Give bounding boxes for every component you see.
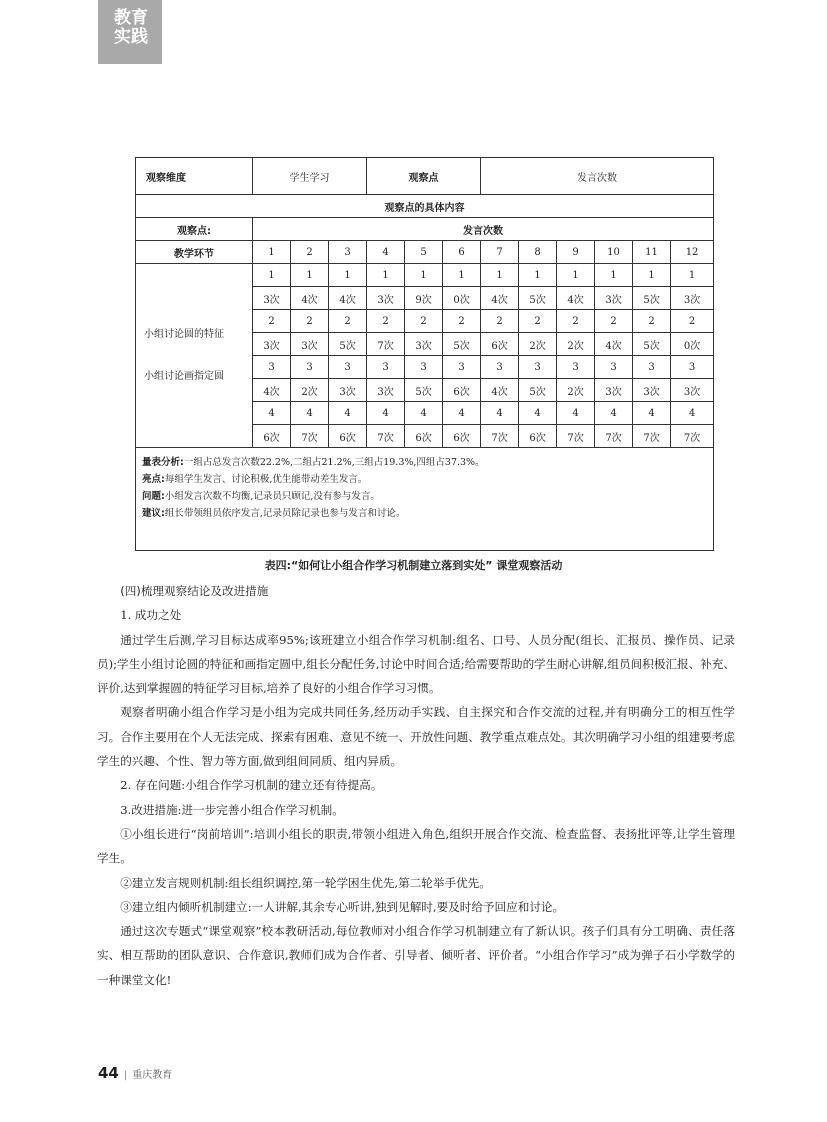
table-caption: 表四:“如何让小组合作学习机制建立落到实处” 课堂观察活动 — [264, 559, 563, 572]
group-number-cell: 4 — [557, 402, 595, 425]
group-number-cell: 4 — [253, 402, 291, 425]
group-number-cell: 1 — [253, 264, 291, 287]
group-number-cell: 2 — [443, 310, 481, 333]
speech-count-cell: 3次 — [633, 379, 671, 402]
paragraph: 观察者明确小组合作学习是小组为完成共同任务,经历动手实践、自主探究和合作交流的过程,并有明确分工的相互性学习。合作主要用在个人无法完成、探索有困难、意见不统一、开放性问题、教学重点难点处。其次明确学习小组的组建要考虑学生的兴趣、个性、智力等方面,做到组间同质、组内异质。 — [97, 705, 735, 769]
speech-count-cell: 5次 — [633, 287, 671, 310]
speech-count-cell: 7次 — [367, 333, 405, 356]
group-number-cell: 3 — [671, 356, 714, 379]
group-number-cell: 1 — [481, 264, 519, 287]
observation-point-label: 观察点 — [367, 158, 481, 195]
speech-count-cell: 2次 — [519, 333, 557, 356]
group-number-cell: 4 — [633, 402, 671, 425]
group-number-cell: 2 — [329, 310, 367, 333]
speech-count-cell: 0次 — [671, 333, 714, 356]
group-number-cell: 2 — [519, 310, 557, 333]
group-number-cell: 2 — [405, 310, 443, 333]
subheading: 1. 成功之处 — [120, 608, 182, 623]
column-number: 2 — [291, 241, 329, 264]
speech-count-cell: 6次 — [329, 425, 367, 448]
group-number-cell: 4 — [405, 402, 443, 425]
paragraph: 通过学生后测,学习目标达成率95%;该班建立小组合作学习机制:组名、口号、人员分配(组长、汇报员、操作员、记录员);学生小组讨论圆的特征和画指定圆中,组长分配任务,讨论中时间合适;给需要帮助的学生耐心讲解,组员间积极汇报、补充、评价,达到掌握圆的特征学习目标,培养了良好的小组合作学习习惯。 — [97, 632, 735, 696]
speech-count-cell: 6次 — [405, 425, 443, 448]
speech-count-cell: 6次 — [443, 425, 481, 448]
speech-count-cell: 2次 — [291, 379, 329, 402]
column-number: 1 — [253, 241, 291, 264]
group-number-cell: 2 — [291, 310, 329, 333]
speech-count-cell: 3次 — [405, 333, 443, 356]
group-number-cell: 3 — [519, 356, 557, 379]
speech-count-cell: 5次 — [633, 333, 671, 356]
analysis-line: 量表分析:一组占总发言次数22.2%,二组占21.2%,三组占19.3%,四组占37.3%。 — [142, 457, 485, 468]
column-number: 5 — [405, 241, 443, 264]
speech-count-cell: 3次 — [671, 287, 714, 310]
speech-count-cell: 9次 — [405, 287, 443, 310]
speech-count-cell: 4次 — [595, 333, 633, 356]
group-number-cell: 2 — [367, 310, 405, 333]
speech-count-cell: 4次 — [253, 379, 291, 402]
publication-name: 重庆教育 — [132, 1070, 173, 1081]
section-label: 小组讨论画指定圆 — [144, 370, 224, 382]
suggestions-line: 建议:组长带领组员依序发言,记录员除记录也参与发言和讨论。 — [142, 508, 406, 519]
paragraph: ②建立发言规则机制:组长组织调控,第一轮学困生优先,第二轮举手优先。 — [120, 875, 491, 890]
speech-count-cell: 4次 — [291, 287, 329, 310]
group-number-cell: 3 — [405, 356, 443, 379]
group-number-cell: 3 — [443, 356, 481, 379]
column-number: 7 — [481, 241, 519, 264]
speech-count-cell: 7次 — [291, 425, 329, 448]
speech-count-cell: 4次 — [329, 287, 367, 310]
footer-separator: | — [123, 1070, 128, 1081]
speech-count-cell: 7次 — [633, 425, 671, 448]
group-number-cell: 3 — [595, 356, 633, 379]
speech-count-cell: 3次 — [671, 379, 714, 402]
group-number-cell: 3 — [481, 356, 519, 379]
speech-count-cell: 3次 — [291, 333, 329, 356]
speech-count-cell: 7次 — [595, 425, 633, 448]
group-number-cell: 1 — [671, 264, 714, 287]
subheading: 2. 存在问题:小组合作学习机制的建立还有待提高。 — [120, 778, 383, 793]
column-number: 11 — [633, 241, 671, 264]
highlights-line: 亮点:每组学生发言、讨论积极,优生能带动差生发言。 — [142, 474, 368, 485]
paragraph: 通过这次专题式“课堂观察”校本教研活动,每位教师对小组合作学习机制建立有了新认识。孩子们具有分工明确、责任落实、相互帮助的团队意识、合作意识,教师们成为合作者、引导者、倾听者、评价者。“小组合作学习”成为弹子石小学数学的一种课堂文化! — [97, 924, 735, 987]
column-number: 10 — [595, 241, 633, 264]
group-number-cell: 4 — [291, 402, 329, 425]
group-number-cell: 4 — [367, 402, 405, 425]
group-number-cell: 1 — [557, 264, 595, 287]
column-number: 9 — [557, 241, 595, 264]
speech-count-cell: 6次 — [253, 425, 291, 448]
row-label-top: 观察点: — [136, 218, 253, 241]
teaching-sections — [136, 264, 253, 448]
group-number-cell: 1 — [595, 264, 633, 287]
group-number-cell: 4 — [671, 402, 714, 425]
speech-count-cell: 5次 — [329, 333, 367, 356]
detail-header: 观察点的具体内容 — [136, 195, 714, 218]
article-body — [97, 579, 735, 992]
column-number: 6 — [443, 241, 481, 264]
speech-count-cell: 6次 — [481, 333, 519, 356]
group-number-cell: 3 — [367, 356, 405, 379]
group-number-cell: 2 — [595, 310, 633, 333]
group-number-cell: 3 — [253, 356, 291, 379]
column-number: 8 — [519, 241, 557, 264]
speech-count-cell: 6次 — [519, 425, 557, 448]
row-label-bottom: 教学环节 — [136, 241, 253, 264]
speech-count-cell: 2次 — [557, 379, 595, 402]
group-number-cell: 2 — [671, 310, 714, 333]
group-number-cell: 1 — [405, 264, 443, 287]
paragraph: ③建立组内倾听机制建立:一人讲解,其余专心听讲,独到见解时,要及时给予回应和讨论。 — [120, 899, 565, 914]
speech-count-cell: 4次 — [557, 287, 595, 310]
section-tag-line1: 教育 — [114, 8, 148, 28]
paragraph: ①小组长进行“岗前培训”:培训小组长的职责,带领小组进入角色,组织开展合作交流、检查监督、表扬批评等,让学生管理学生。 — [97, 826, 735, 866]
observation-point-value: 发言次数 — [481, 158, 714, 195]
group-number-cell: 3 — [329, 356, 367, 379]
page-footer — [98, 1064, 172, 1082]
group-number-cell: 1 — [443, 264, 481, 287]
group-number-cell: 4 — [481, 402, 519, 425]
speech-count-cell: 7次 — [557, 425, 595, 448]
section-tag-line2: 实践 — [114, 27, 148, 47]
speech-count-cell: 2次 — [557, 333, 595, 356]
column-number: 12 — [671, 241, 714, 264]
problems-line: 问题:小组发言次数不均衡,记录员只顾记,没有参与发言。 — [142, 491, 380, 502]
observation-table — [135, 157, 714, 551]
group-number-cell: 3 — [557, 356, 595, 379]
section-heading: (四)梳理观察结论及改进措施 — [120, 584, 269, 598]
speech-count-cell: 3次 — [367, 379, 405, 402]
speech-count-cell: 5次 — [519, 287, 557, 310]
column-number: 3 — [329, 241, 367, 264]
section-label: 小组讨论圆的特征 — [144, 328, 224, 340]
group-number-cell: 4 — [443, 402, 481, 425]
speech-count-cell: 3次 — [595, 287, 633, 310]
group-number-cell: 3 — [633, 356, 671, 379]
group-number-cell: 4 — [519, 402, 557, 425]
paragraph: 3.改进措施:进一步完善小组合作学习机制。 — [120, 802, 344, 817]
speech-count-cell: 3次 — [367, 287, 405, 310]
dimension-label: 观察维度 — [136, 158, 253, 195]
speech-count-cell: 3次 — [253, 287, 291, 310]
group-number-cell: 1 — [519, 264, 557, 287]
group-number-cell: 1 — [291, 264, 329, 287]
group-number-cell: 2 — [633, 310, 671, 333]
group-number-cell: 1 — [329, 264, 367, 287]
group-number-cell: 1 — [633, 264, 671, 287]
speech-count-cell: 7次 — [481, 425, 519, 448]
group-number-cell: 2 — [557, 310, 595, 333]
count-header: 发言次数 — [253, 218, 714, 241]
group-number-cell: 4 — [329, 402, 367, 425]
speech-count-cell: 3次 — [253, 333, 291, 356]
speech-count-cell: 4次 — [481, 287, 519, 310]
dimension-value: 学生学习 — [253, 158, 367, 195]
group-number-cell: 1 — [367, 264, 405, 287]
section-tag — [98, 0, 162, 64]
group-number-cell: 2 — [253, 310, 291, 333]
page-number: 44 — [98, 1064, 119, 1082]
analysis-block — [136, 448, 714, 551]
speech-count-cell: 4次 — [481, 379, 519, 402]
speech-count-cell: 7次 — [367, 425, 405, 448]
speech-count-cell: 0次 — [443, 287, 481, 310]
speech-count-cell: 5次 — [443, 333, 481, 356]
speech-count-cell: 6次 — [443, 379, 481, 402]
speech-count-cell: 3次 — [329, 379, 367, 402]
column-number: 4 — [367, 241, 405, 264]
speech-count-cell: 5次 — [519, 379, 557, 402]
speech-count-cell: 7次 — [671, 425, 714, 448]
group-number-cell: 3 — [291, 356, 329, 379]
speech-count-cell: 5次 — [405, 379, 443, 402]
group-number-cell: 2 — [481, 310, 519, 333]
group-number-cell: 4 — [595, 402, 633, 425]
speech-count-cell: 3次 — [595, 379, 633, 402]
